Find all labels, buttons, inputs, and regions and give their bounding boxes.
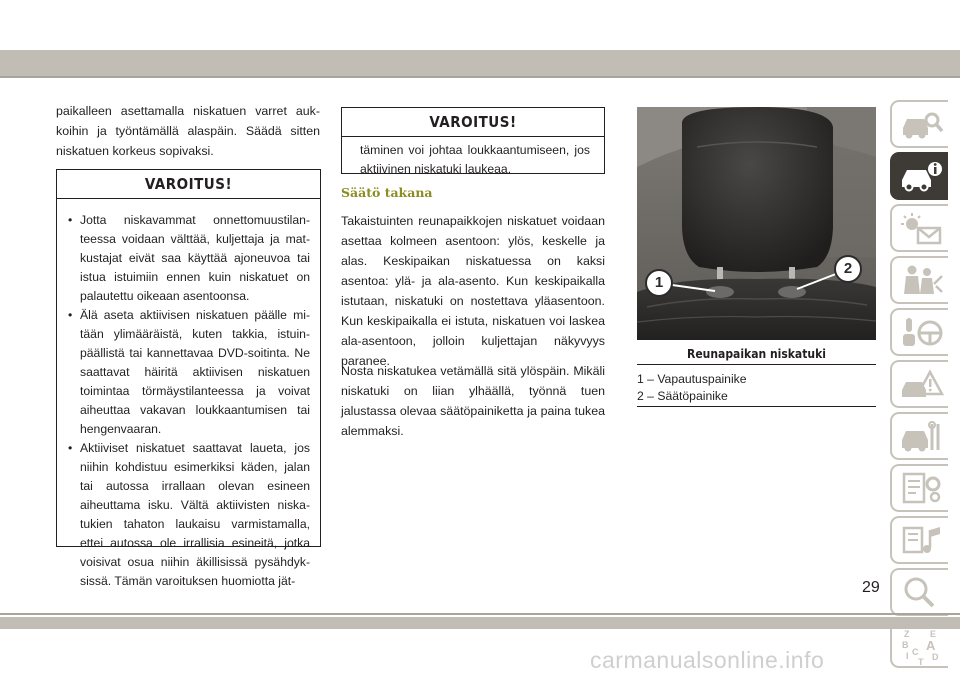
index-letter: T — [918, 657, 924, 667]
car-info-icon — [900, 160, 944, 194]
intro-paragraph: paikalleen asettamalla niskatuen varret aukkoihin ja työntämällä alaspäin. Säädä sitten niskatuen korkeus sopivaksi. — [56, 104, 320, 158]
callout-2-label: 2 — [843, 260, 853, 277]
warning-box-continued — [341, 107, 605, 174]
legend-rule — [637, 406, 876, 407]
warning-title: VAROITUS! — [57, 170, 320, 199]
index-icon — [900, 628, 944, 668]
warning-list — [57, 199, 320, 591]
index-letter: E — [930, 629, 937, 639]
tab-car-inspect[interactable] — [890, 100, 948, 148]
warning-item: • Aktiiviset niskatuet saattavat laueta, jos niihin kohdistuu esimerkiksi käden, jalan tai autossa irrallaan olevan esineen aiheuttama isku. Vältä aktiivisten niskatukien tahaton laukaisu varmistamalla, ettei autossa ole irrallisia esineitä, jotka voisivat osua niihin äkillisissä pysähdyksissä. Tämän varoituksen huomiotta jät- — [71, 439, 310, 591]
warning-continued-text: täminen voi johtaa loukkaantumiseen, jos aktiivinen niskatuki laukeaa. — [360, 143, 590, 176]
tab-multimedia[interactable] — [890, 516, 948, 564]
caption-rule — [637, 364, 876, 365]
legend-item: 1 – Vapautuspainike — [637, 372, 747, 386]
footer-rule — [0, 613, 960, 615]
warning-item: • Älä aseta aktiivisen niskatuen päälle mitään ylimääräistä, kuten takkia, istuinpäällistä tai kannettavaa DVD-soitinta. Ne saattavat häiritä aktiivisen niskatuen toimintaa törmäystilanteessa ja voivat aiheuttaa vakavan loukkaantumisen tai hengenvaaran. — [71, 306, 310, 439]
warning-box — [56, 169, 321, 588]
safety-icon — [900, 264, 944, 298]
headrest-photo — [637, 107, 876, 340]
callout-1-label: 1 — [654, 274, 664, 291]
index-letter: A — [926, 638, 936, 653]
tab-service[interactable] — [890, 412, 948, 460]
figure-legend — [637, 371, 747, 405]
adjust-paragraph-1: Takaistuinten reunapaikkojen niskatuet voidaan asettaa kolmeen asentoon: ylös, keskelle ja alas. Keskipaikan niskatuessa on kaksi asentoa: ylä- ja ala-asento. Kun keskipaikalla istutaan, niskatuki on nostettava yläasentoon. Kun keskipaikalla ei istuta, niskatuen voi laskea ala-asentoon, jolloin kuljettajan näkyvyys paranee. — [341, 214, 605, 368]
specifications-icon — [900, 472, 944, 506]
watermark: carmanualsonline.info — [590, 647, 825, 673]
index-letter: Z — [904, 629, 910, 639]
search-icon — [900, 576, 944, 610]
service-icon — [900, 420, 944, 454]
page-number: 29 — [862, 579, 880, 596]
index-letter: C — [912, 647, 919, 657]
header-rule — [0, 76, 960, 78]
starting-driving-icon — [900, 316, 944, 350]
index-letter: B — [902, 640, 909, 650]
car-inspect-icon — [900, 108, 944, 142]
index-letter: D — [932, 652, 939, 662]
emergency-icon — [900, 368, 944, 402]
tab-specifications[interactable] — [890, 464, 948, 512]
multimedia-icon — [900, 524, 944, 558]
legend-item: 2 – Säätöpainike — [637, 389, 728, 403]
figure-caption: Reunapaikan niskatuki — [687, 347, 826, 361]
index-letter: I — [906, 651, 909, 661]
footer-band — [0, 617, 960, 629]
section-subheading: Säätö takana — [341, 185, 433, 200]
tab-search[interactable] — [890, 568, 948, 616]
warning-item: • Jotta niskavammat onnettomuustilanteessa voidaan välttää, kuljettaja ja matkustajat eivät saa käyttää ajoneuvoa tai istua istuimiin ennen kuin niskatuet on palautettu oikeaan asentoonsa. — [71, 211, 310, 306]
headrest-illustration — [637, 107, 876, 340]
warning-title: VAROITUS! — [342, 108, 604, 137]
tab-safety[interactable] — [890, 256, 948, 304]
tab-starting-driving[interactable] — [890, 308, 948, 356]
warning-lights-icon — [900, 212, 944, 246]
tab-emergency[interactable] — [890, 360, 948, 408]
tab-warning-lights[interactable] — [890, 204, 948, 252]
header-band — [0, 50, 960, 76]
adjust-paragraph-2: Nosta niskatukea vetämällä sitä ylöspäin. Mikäli niskatuki on liian ylhäällä, työnnä tuen jalustassa olevaa säätöpainiketta ja paina tukea alemmaksi. — [341, 364, 605, 438]
tab-car-info[interactable] — [890, 152, 948, 200]
